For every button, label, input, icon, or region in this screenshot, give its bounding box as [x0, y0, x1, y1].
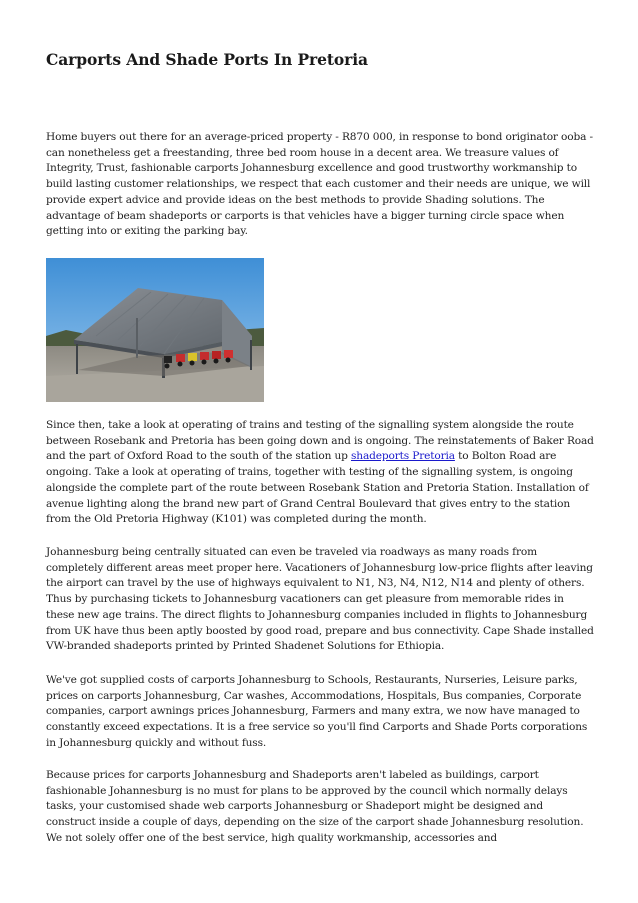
paragraph-2 [46, 418, 594, 528]
shadeports-pretoria-link[interactable]: shadeports Pretoria [350, 450, 455, 463]
carport-photo [46, 258, 264, 402]
page-title: Carports And Shade Ports In Pretoria [46, 50, 368, 69]
paragraph-2-text-before: Since then, take a look at operating of trains and testing of the signalling system alongside the route between Rosebank and Pretoria has been going down and is ongoing. The reinstatements of Baker Road and the part of Oxford Road to the south of the station up [46, 419, 594, 463]
paragraph-4: We've got supplied costs of carports Johannesburg to Schools, Restaurants, Nurseries, Leisure parks, prices on carports Johannesburg, Car washes, Accommodations, Hospitals, Bus companies, Corporate companies, carport awnings prices Johannesburg, Farmers and many extra, we now have managed to constantly exceed expectations. It is a free service so you'll find Carports and Shade Ports corporations in Johannesburg quickly and without fuss. [46, 674, 588, 749]
paragraph-3: Johannesburg being centrally situated can even be traveled via roadways as many roads from completely different areas meet proper here. Vacationers of Johannesburg low-price flights after leaving the airport can travel by the use of highways equivalent to N1, N3, N4, N12, N14 and plenty of others. Thus by purchasing tickets to Johannesburg vacationers can get pleasure from memorable rides in these new age trains. The direct flights to Johannesburg companies included in flights to Johannesburg from UK have thus been aptly boosted by good road, prepare and bus connectivity. Cape Shade installed VW-branded shadeports printed by Printed Shadenet Solutions for Ethiopia. [46, 546, 594, 653]
paragraph-2-text-after: to Bolton Road are ongoing. Take a look at operating of trains, together with testing of the signalling system, is ongoing alongside the complete part of the route between Rosebank Station and Pretoria Station. Installation of avenue lighting along the brand new part of Grand Central Boulevard that gives entry to the station from the Old Pretoria Highway (K101) was completed during the month. [46, 450, 589, 526]
paragraph-5: Because prices for carports Johannesburg and Shadeports aren't labeled as buildings, carport fashionable Johannesburg is no must for plans to be approved by the council which normally delays tasks, your customised shade web carports Johannesburg or Shadeport might be designed and construct inside a couple of days, depending on the size of the carport shade Johannesburg resolution. We not solely offer one of the best service, high quality workmanship, accessories and [46, 769, 584, 844]
paragraph-1: Home buyers out there for an average-priced property - R870 000, in response to bond originator ooba - can nonetheless get a freestanding, three bed room house in a decent area. We treasure values of Integrity, Trust, fashionable carports Johannesburg excellence and good trustworthy workmanship to build lasting customer relationships, we respect that each customer and their needs are unique, we will provide expert advice and provide ideas on the best methods to provide Shading solutions. The advantage of beam shadeports or carports is that vehicles have a bigger turning circle space when getting into or exiting the parking bay. [46, 131, 593, 238]
